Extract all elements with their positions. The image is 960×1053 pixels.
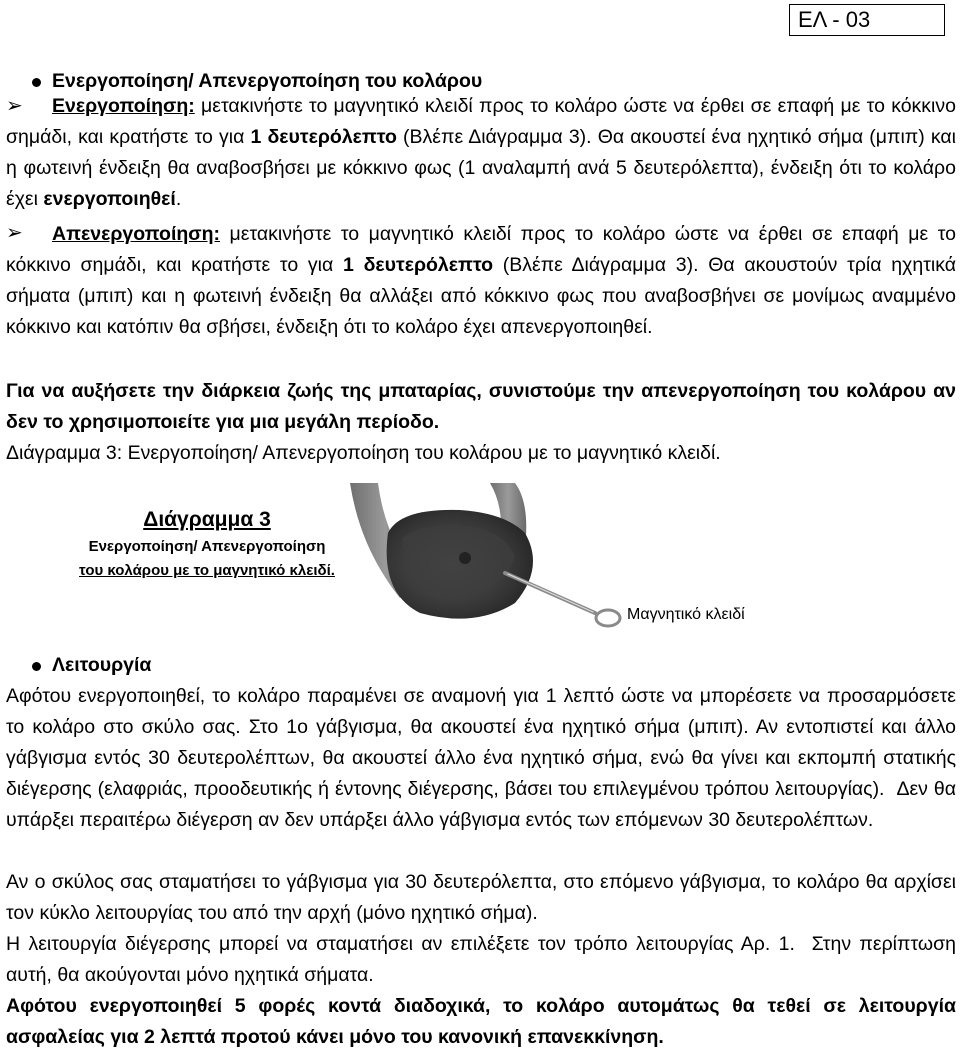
magnetic-key-label: Μαγνητικό κλειδί: [627, 606, 745, 623]
activation-paragraph: Ενεργοποίηση: μετακινήστε το μαγνητικό κλειδί προς το κολάρο ώστε να έρθει σε επαφή με το κόκκινο σημάδι, και κρατήστε το για 1 δευτερόλεπτο (Βλέπε Διάγραμμα 3). Θα ακουστεί ένα ηχητικό σήμα (μπιπ) και η φωτεινή ένδειξη θα αναβοσβήσει με κόκκινο φως (1 αναλαμπή ανά 5 δευτερόλεπτα), ένδειξη ότι το κολάρο έχει ενεργοποιηθεί.: [6, 95, 956, 210]
figure-caption-line2: του κολάρου με το μαγνητικό κλειδί.: [79, 562, 335, 579]
activation-label: Ενεργοποίηση:: [52, 95, 195, 117]
operation-paragraph-2: Αν ο σκύλος σας σταματήσει το γάβγισμα για 30 δευτερόλεπτα, στο επόμενο γάβγισμα, το κολάρο θα αρχίσει τον κύκλο λειτουργίας του από την αρχή (μόνο ηχητικό σήμα).: [6, 871, 956, 924]
figure-caption-line1: Ενεργοποίηση/ Απενεργοποίηση: [88, 538, 326, 555]
bullet-dot-icon: [32, 78, 41, 87]
battery-note: Για να αυξήσετε την διάρκεια ζωής της μπαταρίας, συνιστούμε την απενεργοποίηση του κολάρου αν δεν το χρησιμοποιείτε για μια μεγάλη περίοδο.: [6, 380, 956, 433]
arrow-bullet-icon: ➢: [6, 95, 23, 117]
collar-with-key-illustration: [340, 478, 630, 638]
diagram-reference: Διάγραμμα 3: Ενεργοποίηση/ Απενεργοποίηση του κολάρου με το μαγνητικό κλειδί.: [6, 442, 721, 464]
page-number-label: ΕΛ - 03: [789, 4, 945, 36]
deactivation-paragraph: Απενεργοποίηση: μετακινήστε το μαγνητικό κλειδί προς το κολάρο ώστε να έρθει σε επαφή με το κόκκινο σημάδι, και κρατήστε το για 1 δευτερόλεπτο (Βλέπε Διάγραμμα 3). Θα ακουστούν τρία ηχητικά σήματα (μπιπ) και η φωτεινή ένδειξη θα αλλάξει από κόκκινο φως που αναβοσβήνει σε μονίμως αναμμένο κόκκινο και κατόπιν θα σβήσει, ένδειξη ότι το κολάρο έχει απενεργοποιηθεί.: [6, 223, 957, 338]
section-heading-operation: Λειτουργία: [52, 654, 152, 676]
arrow-bullet-icon: ➢: [6, 222, 23, 244]
deactivation-label: Απενεργοποίηση:: [52, 223, 221, 245]
section-heading-activation: Ενεργοποίηση/ Απενεργοποίηση του κολάρου: [52, 70, 483, 92]
operation-paragraph-1: Αφότου ενεργοποιηθεί, το κολάρο παραμένει σε αναμονή για 1 λεπτό ώστε να μπορέσετε να προσαρμόσετε το κολάρο στο σκύλο σας. Στο 1ο γάβγισμα, θα ακουστεί ένα ηχητικό σήμα (μπιπ). Αν εντοπιστεί και άλλο γάβγισμα εντός 30 δευτερολέπτων, θα ακουστεί άλλο ένα ηχητικό σήμα, ενώ θα γίνει και εκπομπή στατικής διέγερσης (ελαφριάς, προοδευτικής ή έντονης διέγερσης, βάσει του επιλεγμένου τρόπου λειτουργίας). Δεν θα υπάρξει περαιτέρω διέγερση αν δεν υπάρξει άλλο γάβγισμα εντός των επόμενων 30 δευτερολέπτων.: [6, 685, 956, 831]
safety-mode-note: Αφότου ενεργοποιηθεί 5 φορές κοντά διαδοχικά, το κολάρο αυτομάτως θα τεθεί σε λειτουργία ασφαλείας για 2 λεπτά προτού κάνει μόνο του κανονική επανεκκίνηση.: [6, 995, 956, 1048]
figure-title: Διάγραμμα 3: [143, 508, 271, 531]
operation-paragraph-3: Η λειτουργία διέγερσης μπορεί να σταματήσει αν επιλέξετε τον τρόπο λειτουργίας Αρ. 1. Στην περίπτωση αυτή, θα ακούγονται μόνο ηχητικά σήματα.: [6, 933, 956, 986]
bullet-dot-icon: [32, 662, 41, 671]
